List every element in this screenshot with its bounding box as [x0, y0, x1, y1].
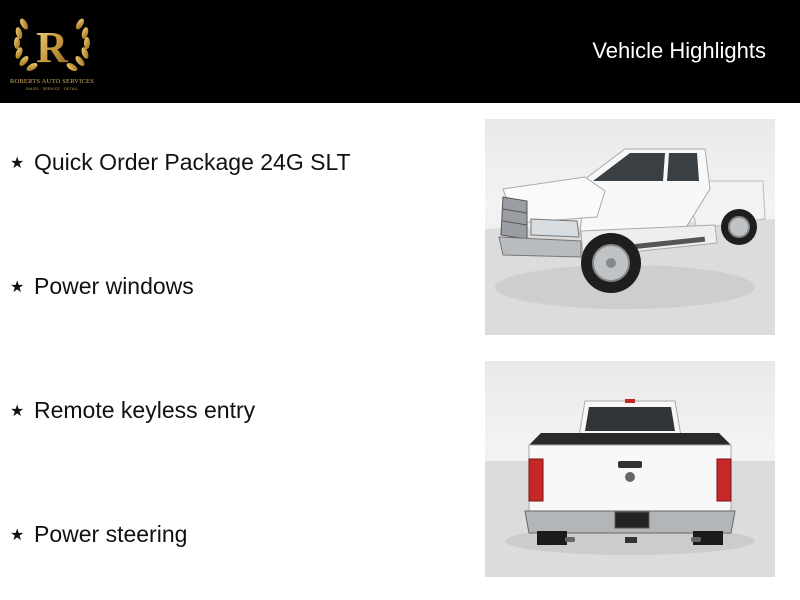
- truck-rear-image: [485, 361, 775, 577]
- laurel-wreath-icon: [6, 6, 98, 78]
- star-icon: ★: [10, 526, 25, 544]
- logo-dealer-name: ROBERTS AUTO SERVICES: [9, 78, 95, 85]
- logo-letter: R: [36, 23, 68, 72]
- highlight-label: Power steering: [34, 521, 188, 547]
- highlight-item: [10, 273, 194, 300]
- highlight-item: [10, 149, 351, 176]
- page-title: Vehicle Highlights: [592, 38, 766, 63]
- truck-front-image: [485, 119, 775, 335]
- star-icon: ★: [10, 402, 25, 420]
- highlights-list: [0, 103, 470, 600]
- highlight-item: [10, 521, 187, 548]
- star-icon: ★: [10, 154, 25, 172]
- logo-tagline: SALES · SERVICE · DETAIL: [25, 87, 78, 91]
- vehicle-photo-rear[interactable]: [485, 361, 775, 577]
- header-bar: [0, 0, 800, 103]
- vehicle-photo-front[interactable]: [485, 119, 775, 335]
- highlight-label: Power windows: [34, 273, 194, 299]
- highlight-label: Remote keyless entry: [34, 397, 256, 423]
- highlight-label: Quick Order Package 24G SLT: [34, 149, 351, 175]
- star-icon: ★: [10, 278, 25, 296]
- dealer-logo: [6, 6, 98, 94]
- highlight-item: [10, 397, 255, 424]
